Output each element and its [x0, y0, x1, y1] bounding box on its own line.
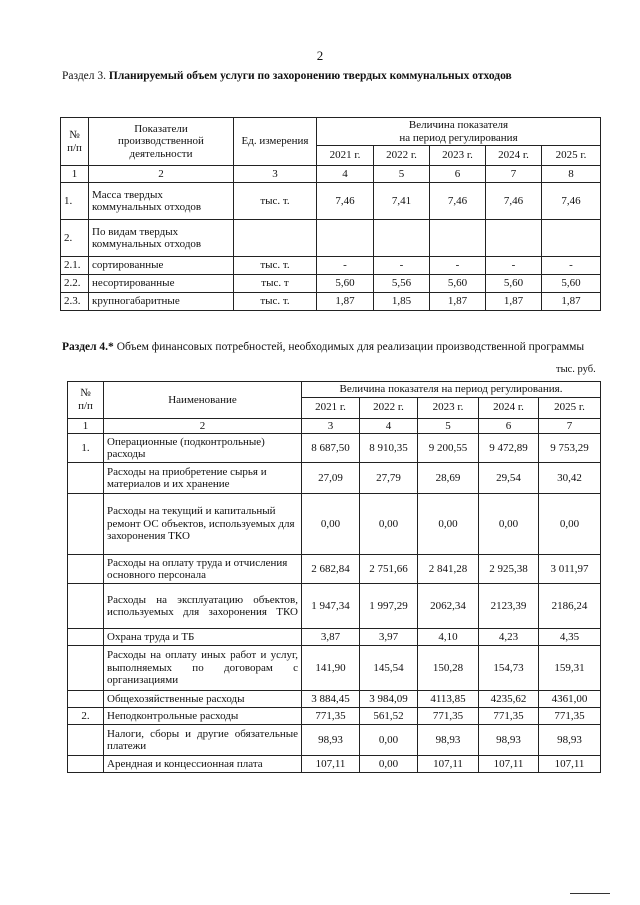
row-value: 28,69 — [418, 463, 479, 494]
row-value: 1,87 — [542, 293, 601, 311]
column-number-row — [68, 418, 601, 434]
row-value: 4235,62 — [479, 691, 539, 708]
column-number: 5 — [374, 166, 430, 183]
row-value: 0,00 — [360, 494, 418, 555]
row-value: 5,60 — [317, 275, 374, 293]
row-value: 3 984,09 — [360, 691, 418, 708]
row-value: 5,60 — [430, 275, 486, 293]
row-value: 150,28 — [418, 646, 479, 691]
row-value: - — [374, 257, 430, 275]
row-value — [542, 220, 601, 257]
row-unit: тыс. т. — [234, 293, 317, 311]
row-value: 771,35 — [302, 708, 360, 725]
row-value: 107,11 — [302, 756, 360, 773]
row-value: 98,93 — [479, 725, 539, 756]
row-num — [68, 725, 104, 756]
row-name: Масса твердых коммунальных отходов — [89, 183, 234, 220]
row-value: - — [317, 257, 374, 275]
row-value: 159,31 — [539, 646, 601, 691]
header-indicator: Показатели производственной деятельности — [89, 118, 234, 166]
row-name: несортированные — [89, 275, 234, 293]
row-num — [68, 494, 104, 555]
column-number: 4 — [317, 166, 374, 183]
column-number: 7 — [539, 418, 601, 434]
row-value: 3 011,97 — [539, 555, 601, 584]
column-number-row — [61, 166, 601, 183]
header-year: 2025 г. — [539, 397, 601, 418]
row-value: 2 682,84 — [302, 555, 360, 584]
row-value: 1,85 — [374, 293, 430, 311]
table-row — [68, 725, 601, 756]
row-value: 4361,00 — [539, 691, 601, 708]
row-name: Охрана труда и ТБ — [104, 629, 302, 646]
row-value: 0,00 — [418, 494, 479, 555]
row-name: Расходы на оплату труда и отчисления основного персонала — [104, 555, 302, 584]
row-value: 3 884,45 — [302, 691, 360, 708]
row-value: 1,87 — [317, 293, 374, 311]
column-number: 3 — [234, 166, 317, 183]
row-value: 98,93 — [418, 725, 479, 756]
row-value: 1 947,34 — [302, 584, 360, 629]
row-value: 7,46 — [542, 183, 601, 220]
row-value: 4,23 — [479, 629, 539, 646]
row-value: 5,60 — [542, 275, 601, 293]
header-value: Величина показателя на период регулирования. — [302, 382, 601, 398]
table-row — [68, 463, 601, 494]
row-name: Неподконтрольные расходы — [104, 708, 302, 725]
header-year: 2021 г. — [302, 397, 360, 418]
row-name: Общехозяйственные расходы — [104, 691, 302, 708]
table-row — [61, 257, 601, 275]
row-num — [68, 463, 104, 494]
row-value: 0,00 — [360, 725, 418, 756]
row-value: 771,35 — [479, 708, 539, 725]
row-value: 98,93 — [539, 725, 601, 756]
page-number: 2 — [316, 48, 324, 63]
row-num: 2.3. — [61, 293, 89, 311]
section-3-label: Раздел 3. — [62, 70, 107, 82]
row-value: - — [430, 257, 486, 275]
row-value: 0,00 — [539, 494, 601, 555]
row-num — [68, 646, 104, 691]
table-header-row — [68, 382, 601, 398]
row-value: 27,09 — [302, 463, 360, 494]
row-num: 2. — [68, 708, 104, 725]
row-unit: тыс. т. — [234, 183, 317, 220]
row-value: 2 841,28 — [418, 555, 479, 584]
column-number: 6 — [430, 166, 486, 183]
table-row — [68, 434, 601, 463]
row-num: 1. — [68, 434, 104, 463]
column-number: 6 — [479, 418, 539, 434]
row-value: 1 997,29 — [360, 584, 418, 629]
row-value: 4113,85 — [418, 691, 479, 708]
row-unit: тыс. т. — [234, 257, 317, 275]
row-value: 1,87 — [430, 293, 486, 311]
row-value: 2 751,66 — [360, 555, 418, 584]
row-value: 5,60 — [486, 275, 542, 293]
row-value: 107,11 — [479, 756, 539, 773]
row-num — [68, 629, 104, 646]
row-num: 2. — [61, 220, 89, 257]
header-year: 2021 г. — [317, 146, 374, 166]
row-name: сортированные — [89, 257, 234, 275]
row-name: Расходы на эксплуатацию объектов, используемых для захоронения ТКО — [104, 584, 302, 629]
row-value: 9 753,29 — [539, 434, 601, 463]
column-number: 2 — [89, 166, 234, 183]
table-row — [61, 183, 601, 220]
row-value: 561,52 — [360, 708, 418, 725]
table-row — [68, 646, 601, 691]
currency-units: тыс. руб. — [556, 364, 596, 375]
row-name: Расходы на оплату иных работ и услуг, выполняемых по договорам с организациями — [104, 646, 302, 691]
row-value: - — [542, 257, 601, 275]
row-value: 141,90 — [302, 646, 360, 691]
section-3-heading — [62, 69, 602, 83]
row-name: Расходы на приобретение сырья и материалов и их хранение — [104, 463, 302, 494]
row-value: 0,00 — [360, 756, 418, 773]
row-unit — [234, 220, 317, 257]
header-num: № п/п — [61, 118, 89, 166]
column-number: 1 — [68, 418, 104, 434]
row-value: 154,73 — [479, 646, 539, 691]
table-row — [68, 691, 601, 708]
row-name: крупногабаритные — [89, 293, 234, 311]
row-value: 7,46 — [486, 183, 542, 220]
header-year: 2022 г. — [360, 397, 418, 418]
row-value: - — [486, 257, 542, 275]
row-value: 107,11 — [539, 756, 601, 773]
header-name: Наименование — [104, 382, 302, 419]
financial-needs-table — [67, 381, 601, 773]
row-value: 107,11 — [418, 756, 479, 773]
header-year: 2024 г. — [486, 146, 542, 166]
table-row — [68, 756, 601, 773]
row-value: 0,00 — [479, 494, 539, 555]
row-num: 2.2. — [61, 275, 89, 293]
row-value: 0,00 — [302, 494, 360, 555]
row-unit: тыс. т — [234, 275, 317, 293]
row-value — [430, 220, 486, 257]
table-row — [68, 555, 601, 584]
row-name: Налоги, сборы и другие обязательные платежи — [104, 725, 302, 756]
table-row — [68, 629, 601, 646]
column-number: 4 — [360, 418, 418, 434]
column-number: 1 — [61, 166, 89, 183]
row-value: 7,46 — [430, 183, 486, 220]
table-row — [61, 220, 601, 257]
row-value: 2062,34 — [418, 584, 479, 629]
row-name: Арендная и концессионная плата — [104, 756, 302, 773]
header-year: 2022 г. — [374, 146, 430, 166]
row-num — [68, 584, 104, 629]
header-value: Величина показателя на период регулирования — [317, 118, 601, 146]
section-3-title: Планируемый объем услуги по захоронению твердых коммунальных отходов — [108, 70, 512, 82]
row-value: 9 200,55 — [418, 434, 479, 463]
row-value: 3,97 — [360, 629, 418, 646]
row-value: 8 910,35 — [360, 434, 418, 463]
row-num — [68, 691, 104, 708]
row-num: 1. — [61, 183, 89, 220]
column-number: 2 — [104, 418, 302, 434]
row-value: 5,56 — [374, 275, 430, 293]
row-value: 30,42 — [539, 463, 601, 494]
table-row — [61, 293, 601, 311]
row-value: 27,79 — [360, 463, 418, 494]
footer-rule — [570, 893, 610, 894]
row-value: 7,41 — [374, 183, 430, 220]
row-num — [68, 756, 104, 773]
row-value: 29,54 — [479, 463, 539, 494]
column-number: 5 — [418, 418, 479, 434]
row-value: 9 472,89 — [479, 434, 539, 463]
row-value: 3,87 — [302, 629, 360, 646]
row-value: 771,35 — [418, 708, 479, 725]
row-value: 145,54 — [360, 646, 418, 691]
row-name: Операционные (подконтрольные) расходы — [104, 434, 302, 463]
header-num: № п/п — [68, 382, 104, 419]
row-num — [68, 555, 104, 584]
table-row — [68, 584, 601, 629]
table-header-row — [61, 118, 601, 146]
section-4-heading — [62, 340, 610, 354]
section-4-title: Объем финансовых потребностей, необходимых для реализации производственной программы — [116, 341, 585, 353]
header-unit: Ед. измерения — [234, 118, 317, 166]
table-row — [68, 494, 601, 555]
row-value: 8 687,50 — [302, 434, 360, 463]
row-num: 2.1. — [61, 257, 89, 275]
row-value: 2186,24 — [539, 584, 601, 629]
row-value: 771,35 — [539, 708, 601, 725]
production-volume-table — [60, 117, 601, 311]
row-value: 4,35 — [539, 629, 601, 646]
table-row — [61, 275, 601, 293]
column-number: 8 — [542, 166, 601, 183]
row-value: 7,46 — [317, 183, 374, 220]
row-value: 1,87 — [486, 293, 542, 311]
column-number: 3 — [302, 418, 360, 434]
header-year: 2024 г. — [479, 397, 539, 418]
row-name: Расходы на текущий и капитальный ремонт ОС объектов, используемых для захоронения ТКО — [104, 494, 302, 555]
row-value: 2123,39 — [479, 584, 539, 629]
header-year: 2025 г. — [542, 146, 601, 166]
row-value: 4,10 — [418, 629, 479, 646]
row-value: 2 925,38 — [479, 555, 539, 584]
row-value — [486, 220, 542, 257]
row-value — [374, 220, 430, 257]
row-value: 98,93 — [302, 725, 360, 756]
table-row — [68, 708, 601, 725]
header-year: 2023 г. — [418, 397, 479, 418]
column-number: 7 — [486, 166, 542, 183]
section-4-label: Раздел 4.* — [62, 341, 114, 353]
row-name: По видам твердых коммунальных отходов — [89, 220, 234, 257]
row-value — [317, 220, 374, 257]
header-year: 2023 г. — [430, 146, 486, 166]
